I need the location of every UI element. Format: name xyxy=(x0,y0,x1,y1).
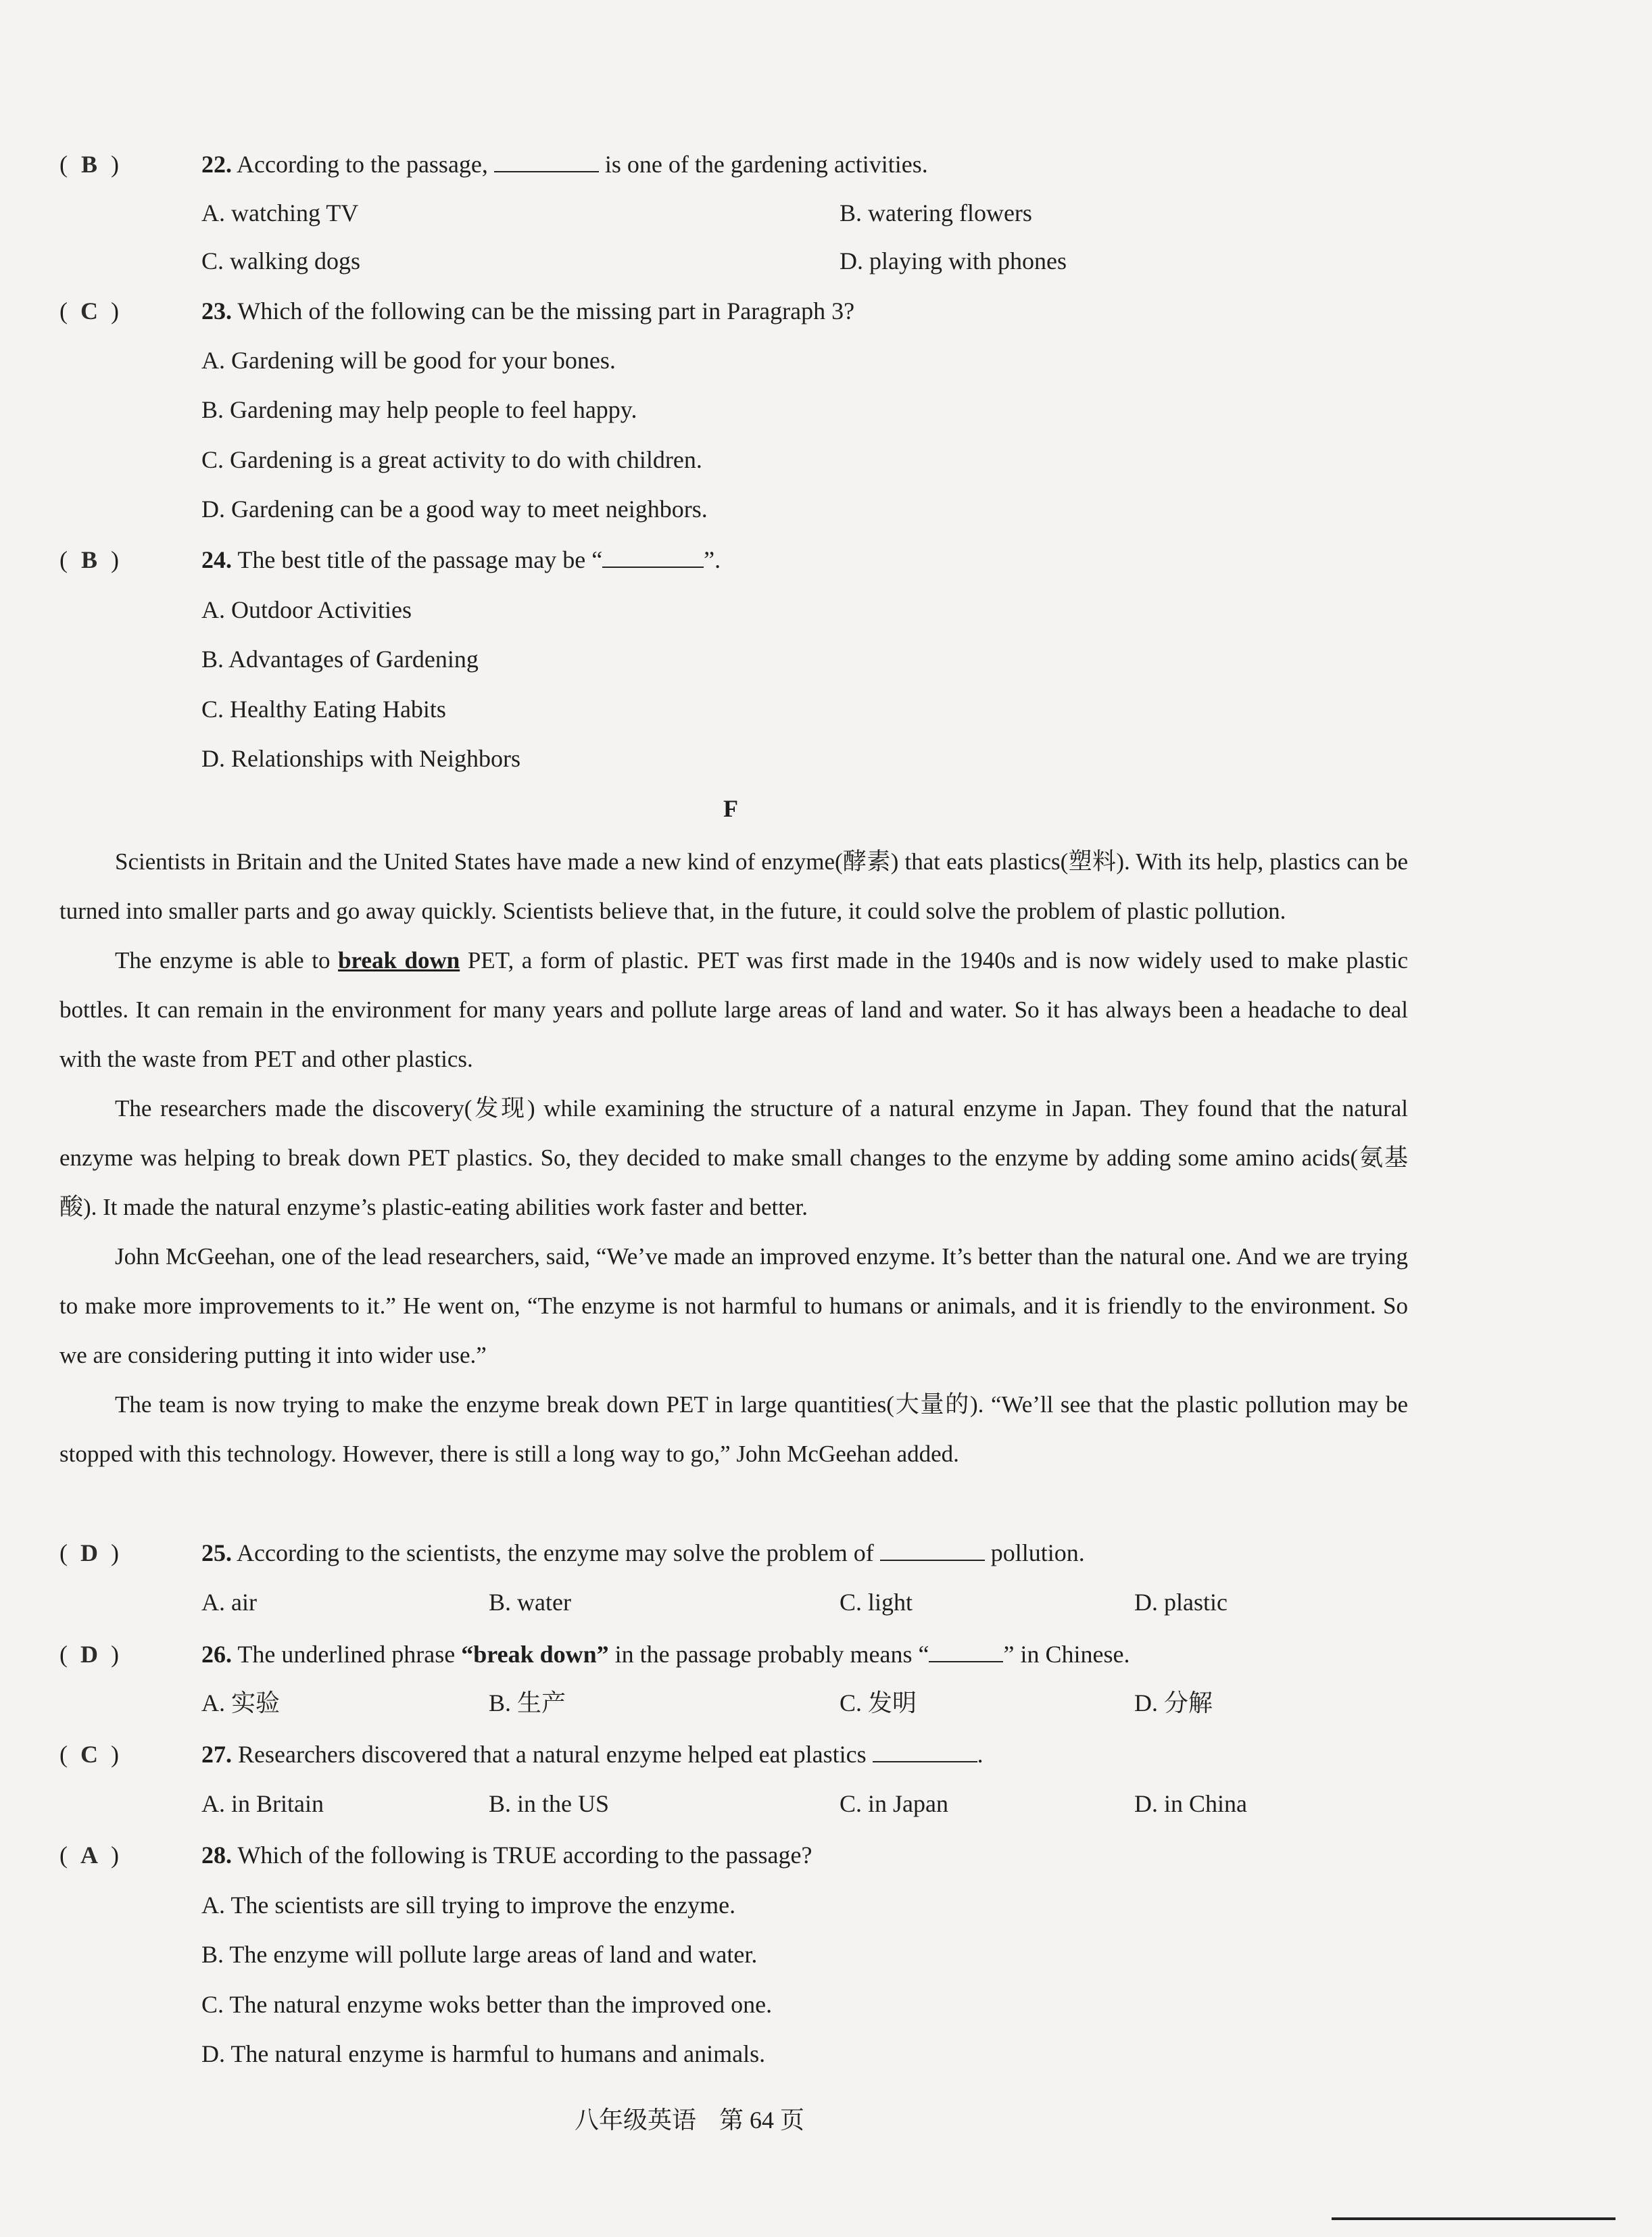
answer-bracket: ( B ) xyxy=(59,151,119,178)
answer-bracket: ( C ) xyxy=(59,1741,119,1768)
section-title: F xyxy=(723,795,738,822)
answer-bracket: ( D ) xyxy=(59,1641,119,1668)
answer-mark: A xyxy=(80,1842,98,1869)
answer-blank xyxy=(880,1539,985,1561)
option-c: C. Gardening is a great activity to do with children. xyxy=(201,446,702,473)
answer-bracket: ( D ) xyxy=(59,1539,119,1566)
option-a: A. 实验 xyxy=(201,1689,280,1716)
option-c: C. 发明 xyxy=(840,1689,917,1716)
paragraph-2: The enzyme is able to break down PET, a form of plastic. PET was first made in the 1940s and is now widely used to make plastic bottles. It can remain in the environment for many years and pollute large areas of land and water. So it has always been a headache to deal with the waste from PET and other plastics. xyxy=(59,947,1409,1072)
scan-edge-line xyxy=(1332,2217,1615,2220)
option-a: A. air xyxy=(201,1589,257,1616)
paragraph-1: Scientists in Britain and the United States have made a new kind of enzyme(酵素) that eats plastics(塑料). With its help, plastics can be turned into smaller parts and go away quickly. Scientists believe that, in the future, it could solve the problem of plastic pollution. xyxy=(59,848,1408,924)
question-26: ( D ) 26. The underlined phrase “break down” in the passage probably means “ ” in Chinese. xyxy=(59,1641,1130,1668)
paragraph-4: John McGeehan, one of the lead researchers, said, “We’ve made an improved enzyme. It’s better than the natural one. And we are trying to make more improvements to it.” He went on, “The enzyme is not harmful to humans or animals, and it is friendly to the environment. So we are considering putting it into wider use.” xyxy=(59,1243,1408,1368)
option-b: B. watering flowers xyxy=(840,199,1032,226)
answer-bracket: ( B ) xyxy=(59,546,119,573)
question-27: ( C ) 27. Researchers discovered that a natural enzyme helped eat plastics . xyxy=(59,1741,983,1768)
answer-mark: B xyxy=(80,151,97,178)
option-d: D. in China xyxy=(1134,1790,1247,1817)
option-b: B. in the US xyxy=(489,1790,610,1817)
answer-mark: D xyxy=(80,1539,98,1566)
option-c: C. light xyxy=(840,1589,913,1616)
option-b: B. Advantages of Gardening xyxy=(201,646,479,673)
answer-mark: D xyxy=(80,1641,98,1668)
option-c: C. walking dogs xyxy=(201,247,361,274)
question-25: ( D ) 25. According to the scientists, the enzyme may solve the problem of pollution. xyxy=(59,1539,1085,1566)
option-d: D. 分解 xyxy=(1134,1689,1213,1716)
option-d: D. The natural enzyme is harmful to humans and animals. xyxy=(201,2040,766,2067)
question-23: ( C ) 23. Which of the following can be the missing part in Paragraph 3? xyxy=(59,297,855,324)
answer-bracket: ( C ) xyxy=(59,297,119,324)
underlined-phrase: break down xyxy=(338,947,460,973)
paragraph-3: The researchers made the discovery(发现) while examining the structure of a natural enzyme in Japan. They found that the natural enzyme was helping to break down PET plastics. So, they decided to make small changes to the enzyme by adding some amino acids(氨基酸). It made the natural enzyme’s plastic-eating abilities work faster and better. xyxy=(59,1095,1408,1220)
option-d: D. Relationships with Neighbors xyxy=(201,745,520,772)
option-b: B. water xyxy=(489,1589,571,1616)
option-b: B. 生产 xyxy=(489,1689,566,1716)
option-d: D. plastic xyxy=(1134,1589,1228,1616)
answer-blank xyxy=(602,546,704,568)
option-a: A. watching TV xyxy=(201,199,359,226)
paragraph-5: The team is now trying to make the enzyme break down PET in large quantities(大量的). “We’ll see that the plastic pollution may be stopped with this technology. However, there is still a long way to go,” John McGeehan added. xyxy=(59,1391,1408,1467)
option-d: D. playing with phones xyxy=(840,247,1067,274)
answer-bracket: ( A ) xyxy=(59,1842,119,1869)
option-a: A. The scientists are sill trying to improve the enzyme. xyxy=(201,1892,736,1919)
option-b: B. Gardening may help people to feel happy. xyxy=(201,396,637,423)
question-22: ( B ) 22. According to the passage, is one of the gardening activities. xyxy=(59,151,928,178)
option-c: C. Healthy Eating Habits xyxy=(201,696,446,723)
answer-blank xyxy=(873,1741,977,1762)
question-24: ( B ) 24. The best title of the passage may be “ ”. xyxy=(59,546,721,573)
footer-subject: 八年级英语 xyxy=(575,2107,697,2134)
answer-mark: C xyxy=(80,1741,98,1768)
answer-blank xyxy=(494,151,599,172)
option-d: D. Gardening can be a good way to meet neighbors. xyxy=(201,496,708,523)
question-28: ( A ) 28. Which of the following is TRUE according to the passage? xyxy=(59,1842,812,1869)
option-b: B. The enzyme will pollute large areas of land and water. xyxy=(201,1941,758,1968)
option-c: C. The natural enzyme woks better than the improved one. xyxy=(201,1991,773,2018)
reading-passage xyxy=(59,837,1408,1478)
answer-blank xyxy=(929,1641,1003,1662)
option-a: A. Outdoor Activities xyxy=(201,596,412,623)
page-footer xyxy=(575,2101,827,2136)
answer-mark: C xyxy=(80,297,98,324)
answer-mark: B xyxy=(80,546,97,573)
page-number: 第 64 页 xyxy=(719,2107,805,2134)
option-a: A. in Britain xyxy=(201,1790,324,1817)
option-a: A. Gardening will be good for your bones. xyxy=(201,347,616,374)
option-c: C. in Japan xyxy=(840,1790,948,1817)
